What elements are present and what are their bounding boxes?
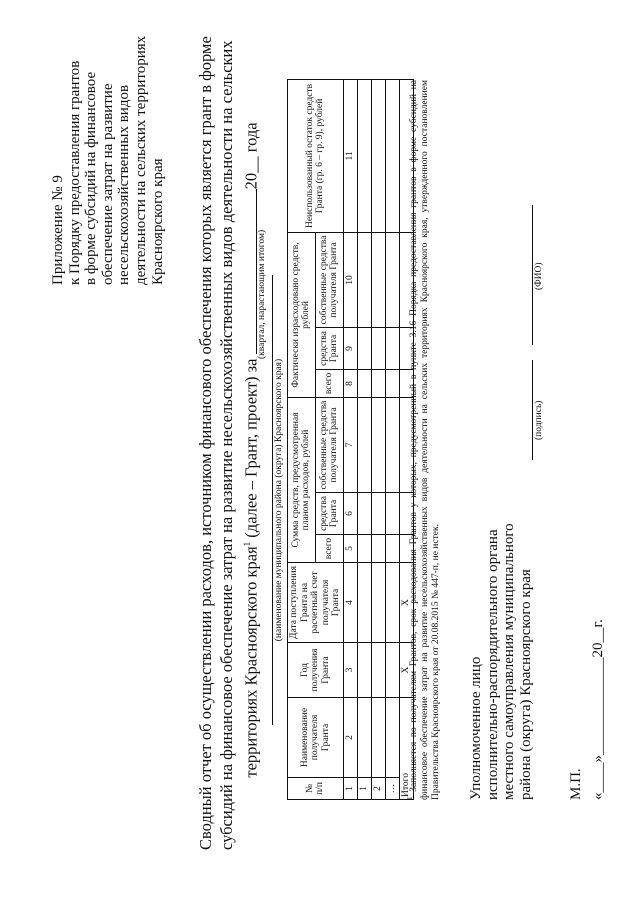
name-caption: (ФИО) bbox=[534, 262, 544, 290]
row-date: Х bbox=[399, 563, 413, 643]
row-recipient bbox=[357, 698, 371, 778]
municipality-caption: (наименование муниципального района (округа) Красноярского края) bbox=[274, 358, 284, 642]
column-number: 9 bbox=[343, 327, 357, 369]
row-date bbox=[357, 563, 371, 643]
header-no: № п/п bbox=[288, 778, 344, 800]
header-unused: Неиспользованный остаток средств Гранта (гр. 6 – гр. 9), рублей bbox=[288, 79, 344, 232]
table-cell bbox=[357, 79, 371, 232]
footnote-mark: 1 bbox=[406, 796, 414, 800]
row-date bbox=[385, 563, 399, 643]
header-actual-grant: средства Гранта bbox=[315, 327, 343, 369]
title-footnote-mark: 1 bbox=[242, 541, 252, 547]
period-caption: (квартал, нарастающим итогом) bbox=[257, 229, 267, 359]
row-no: 2 bbox=[371, 778, 385, 800]
appendix-line: Приложение № 9 bbox=[50, 175, 66, 285]
table-cell bbox=[371, 397, 385, 492]
report-title bbox=[195, 36, 262, 850]
table-cell bbox=[371, 232, 385, 327]
title-year: 20__ года bbox=[241, 122, 261, 190]
report-table bbox=[287, 79, 414, 800]
appendix-line: к Порядку предоставления грантов bbox=[66, 60, 83, 285]
name-line bbox=[532, 205, 533, 345]
table-cell bbox=[357, 327, 371, 369]
table-cell bbox=[385, 369, 399, 397]
table-cell bbox=[385, 327, 399, 369]
row-recipient bbox=[385, 698, 399, 778]
header-actual-own: собственные средства получателя Гранта bbox=[315, 232, 343, 327]
table-cell bbox=[371, 79, 385, 232]
appendix-header bbox=[50, 25, 166, 285]
row-year bbox=[357, 643, 371, 698]
table-cell bbox=[371, 535, 385, 563]
table-cell bbox=[357, 535, 371, 563]
row-year bbox=[371, 643, 385, 698]
table-cell bbox=[385, 79, 399, 232]
table-cell bbox=[371, 369, 385, 397]
header-planned-grant: средства Гранта bbox=[315, 493, 343, 535]
row-total-label: Итого bbox=[399, 698, 413, 800]
column-number: 11 bbox=[343, 79, 357, 232]
column-number: 10 bbox=[343, 232, 357, 327]
signatory-line: исполнительно-распорядительного органа bbox=[484, 529, 501, 800]
appendix-line: в форме субсидий на финансовое bbox=[83, 71, 100, 285]
appendix-line: обеспечение затрат на развитие bbox=[99, 83, 116, 285]
table-cell bbox=[385, 232, 399, 327]
table-cell bbox=[385, 535, 399, 563]
table-cell bbox=[371, 327, 385, 369]
table-cell bbox=[385, 397, 399, 492]
header-planned-total: всего bbox=[315, 535, 343, 563]
table-cell bbox=[357, 369, 371, 397]
column-number: 7 bbox=[343, 397, 357, 492]
title-line-3 bbox=[237, 50, 262, 850]
table-row bbox=[357, 79, 371, 799]
header-date: Дата поступления Гранта на расчетный счет получателя Гранта bbox=[288, 563, 344, 643]
column-number: 2 bbox=[343, 698, 357, 778]
column-number: 5 bbox=[343, 535, 357, 563]
header-year: Год получения Гранта bbox=[288, 643, 344, 698]
column-numbers-row bbox=[343, 79, 357, 799]
stamp-label: М.П. bbox=[568, 768, 584, 800]
column-number: 6 bbox=[343, 493, 357, 535]
footnote bbox=[405, 80, 442, 800]
appendix-line: деятельности на сельских территориях bbox=[132, 35, 149, 285]
column-number: 1 bbox=[343, 778, 357, 800]
appendix-line: Красноярского края bbox=[149, 158, 166, 285]
row-year: Х bbox=[399, 643, 413, 698]
signatory-line: района (округа) Красноярского края bbox=[517, 569, 534, 800]
table-cell bbox=[385, 493, 399, 535]
signatory-line: местного самоуправления муниципального bbox=[501, 523, 517, 800]
title-line-1: Сводный отчет об осуществлении расходов, источником финансового обеспечения которых является грант в форме bbox=[196, 36, 215, 850]
title-line-3-start: территориях Красноярского края bbox=[241, 546, 261, 778]
signature-line bbox=[532, 360, 533, 460]
table-row bbox=[385, 79, 399, 799]
row-year bbox=[385, 643, 399, 698]
header-recipient: Наименование получателя Гранта bbox=[288, 698, 344, 778]
column-number: 4 bbox=[343, 563, 357, 643]
column-number: 8 bbox=[343, 369, 357, 397]
header-actual-total: всего bbox=[315, 369, 343, 397]
header-planned-own: собственные средства получателя Гранта bbox=[315, 397, 343, 492]
table-cell bbox=[357, 397, 371, 492]
row-date bbox=[371, 563, 385, 643]
footnote-text: Заполняется по получателям Грантов, срок расходования Грантов у которых, предусмотренный в пункте 3.16 Порядка предоставления грантов в форме субсидий на финансовое обеспечение затрат на развитие несельскохозяйственных видов деятельности на сельских территориях Красноярского края, утвержденного постановлением Правительства Красноярского края от 20.08.2015 № 447-п, не истек. bbox=[409, 80, 442, 800]
table-cell bbox=[371, 493, 385, 535]
row-no: 1 bbox=[357, 778, 371, 800]
table-cell bbox=[357, 232, 371, 327]
header-planned: Сумма средств, предусмотренная планом расходов, рублей bbox=[288, 397, 316, 562]
row-no: … bbox=[385, 778, 399, 800]
signatory-line: Уполномоченное лицо bbox=[468, 656, 484, 800]
row-recipient bbox=[371, 698, 385, 778]
header-actual: Фактически израсходовано средств, рублей bbox=[288, 232, 316, 397]
appendix-line: несельскохозяйственных видов bbox=[116, 84, 133, 285]
date-line: «____»_____________20__г. bbox=[590, 619, 606, 800]
title-line-3-mid: (далее – Грант, проект) за bbox=[241, 354, 261, 542]
signatory-block bbox=[468, 523, 534, 800]
municipality-blank-line bbox=[272, 275, 273, 725]
table-row bbox=[371, 79, 385, 799]
signature-caption: (подпись) bbox=[534, 400, 544, 440]
column-number: 3 bbox=[343, 643, 357, 698]
title-line-2: субсидий на финансовое обеспечение затрат на развитие несельскохозяйственных видов деятельности на сельских bbox=[217, 40, 236, 850]
table-cell bbox=[357, 493, 371, 535]
